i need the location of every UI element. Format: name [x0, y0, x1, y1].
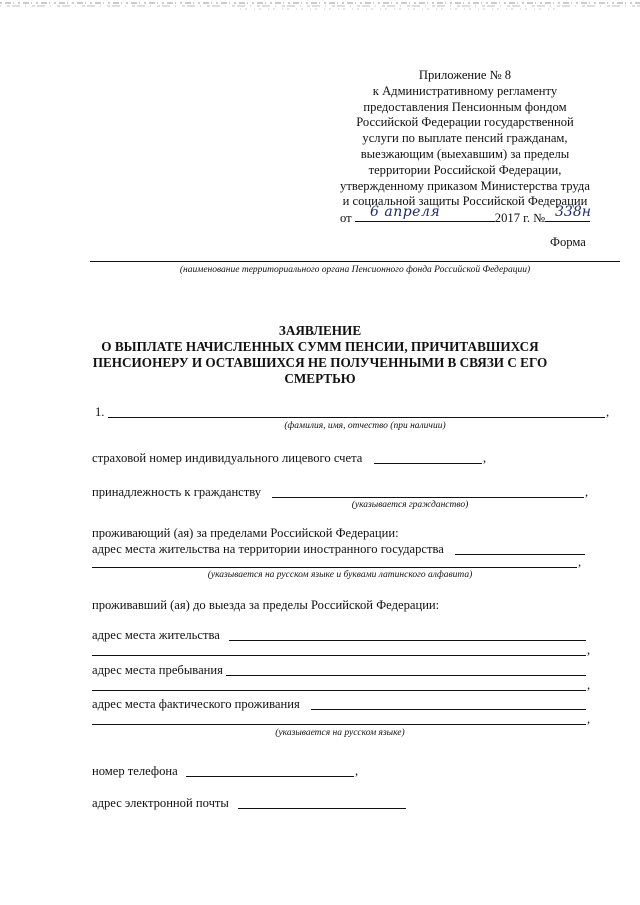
org-name-field[interactable]: [90, 261, 620, 262]
comma: ,: [355, 764, 359, 778]
residence-label: адрес места жительства: [92, 628, 220, 642]
annex-line: предоставления Пенсионным фондом: [363, 99, 567, 114]
residing-abroad-label: проживающий (ая) за пределами Российской Федерации:: [92, 526, 399, 540]
email-field[interactable]: [238, 808, 406, 809]
scan-noise-strip: [0, 0, 640, 16]
citizenship-label: принадлежность к гражданству: [92, 485, 262, 499]
annex-line: территории Российской Федерации,: [368, 162, 562, 177]
annex-line: услуги по выплате пенсий гражданам,: [362, 131, 568, 146]
comma: ,: [587, 712, 591, 726]
handwritten-number: 338н: [555, 204, 591, 221]
foreign-address-label: адрес места жительства на территории иностранного государства: [92, 542, 444, 556]
annex-line: к Административному регламенту: [372, 83, 558, 98]
foreign-address-field[interactable]: [455, 554, 585, 555]
russian-caption: (указывается на русском языке): [275, 728, 405, 738]
stay-label: адрес места пребывания: [92, 663, 223, 677]
citizenship-caption: (указывается гражданство): [351, 500, 469, 510]
comma: ,: [606, 405, 610, 419]
name-caption: (фамилия, имя, отчество (при наличии): [284, 421, 446, 431]
annex-block: [330, 68, 600, 227]
form-label: Форма: [550, 235, 586, 249]
title-line: СМЕРТЬЮ: [284, 371, 356, 386]
order-year: 2017 г. №: [494, 211, 546, 226]
annex-line: утвержденному приказом Министерства труда: [340, 178, 590, 193]
comma: ,: [585, 485, 589, 499]
item-number: 1.: [95, 405, 105, 419]
residence-field-2[interactable]: [92, 655, 586, 656]
snils-label: страховой номер индивидуального лицевого счета: [92, 451, 363, 465]
order-date-line: [330, 204, 600, 227]
foreign-address-caption: (указывается на русском языке и буквами латинского алфавита): [207, 570, 473, 580]
full-name-field[interactable]: [108, 417, 605, 418]
comma: ,: [587, 643, 591, 657]
title-line: ЗАЯВЛЕНИЕ: [278, 323, 362, 338]
actual-residence-field-2[interactable]: [92, 724, 586, 725]
phone-label: номер телефона: [92, 764, 178, 778]
org-caption: (наименование территориального органа Пенсионного фонда Российской Федерации): [179, 265, 531, 275]
comma: ,: [483, 451, 487, 465]
comma: ,: [587, 678, 591, 692]
actual-residence-label: адрес места фактического проживания: [92, 697, 300, 711]
citizenship-field[interactable]: [272, 497, 584, 498]
handwritten-date: 6 апреля: [370, 204, 441, 221]
title-line: О ВЫПЛАТЕ НАЧИСЛЕННЫХ СУММ ПЕНСИИ, ПРИЧИТАВШИХСЯ: [101, 339, 539, 354]
comma: ,: [578, 555, 582, 569]
document-title: [70, 323, 570, 387]
stay-field[interactable]: [226, 675, 586, 676]
annex-line: выезжающим (выехавшим) за пределы: [360, 146, 570, 161]
residing-before-label: проживавший (ая) до выезда за пределы Российской Федерации:: [92, 598, 440, 612]
annex-line: Приложение № 8: [418, 68, 512, 82]
title-line: ПЕНСИОНЕРУ И ОСТАВШИХСЯ НЕ ПОЛУЧЕННЫМИ В СВЯЗИ С ЕГО: [92, 355, 548, 370]
annex-line: Российской Федерации государственной: [356, 115, 574, 130]
actual-residence-field[interactable]: [311, 709, 586, 710]
residence-field[interactable]: [229, 640, 586, 641]
stay-field-2[interactable]: [92, 690, 586, 691]
foreign-address-field-2[interactable]: [92, 567, 577, 568]
phone-field[interactable]: [186, 776, 354, 777]
snils-field[interactable]: [374, 463, 482, 464]
annex-line: и социальной защиты Российской Федерации: [342, 194, 588, 209]
email-label: адрес электронной почты: [92, 796, 229, 810]
date-prefix: от: [340, 211, 352, 226]
